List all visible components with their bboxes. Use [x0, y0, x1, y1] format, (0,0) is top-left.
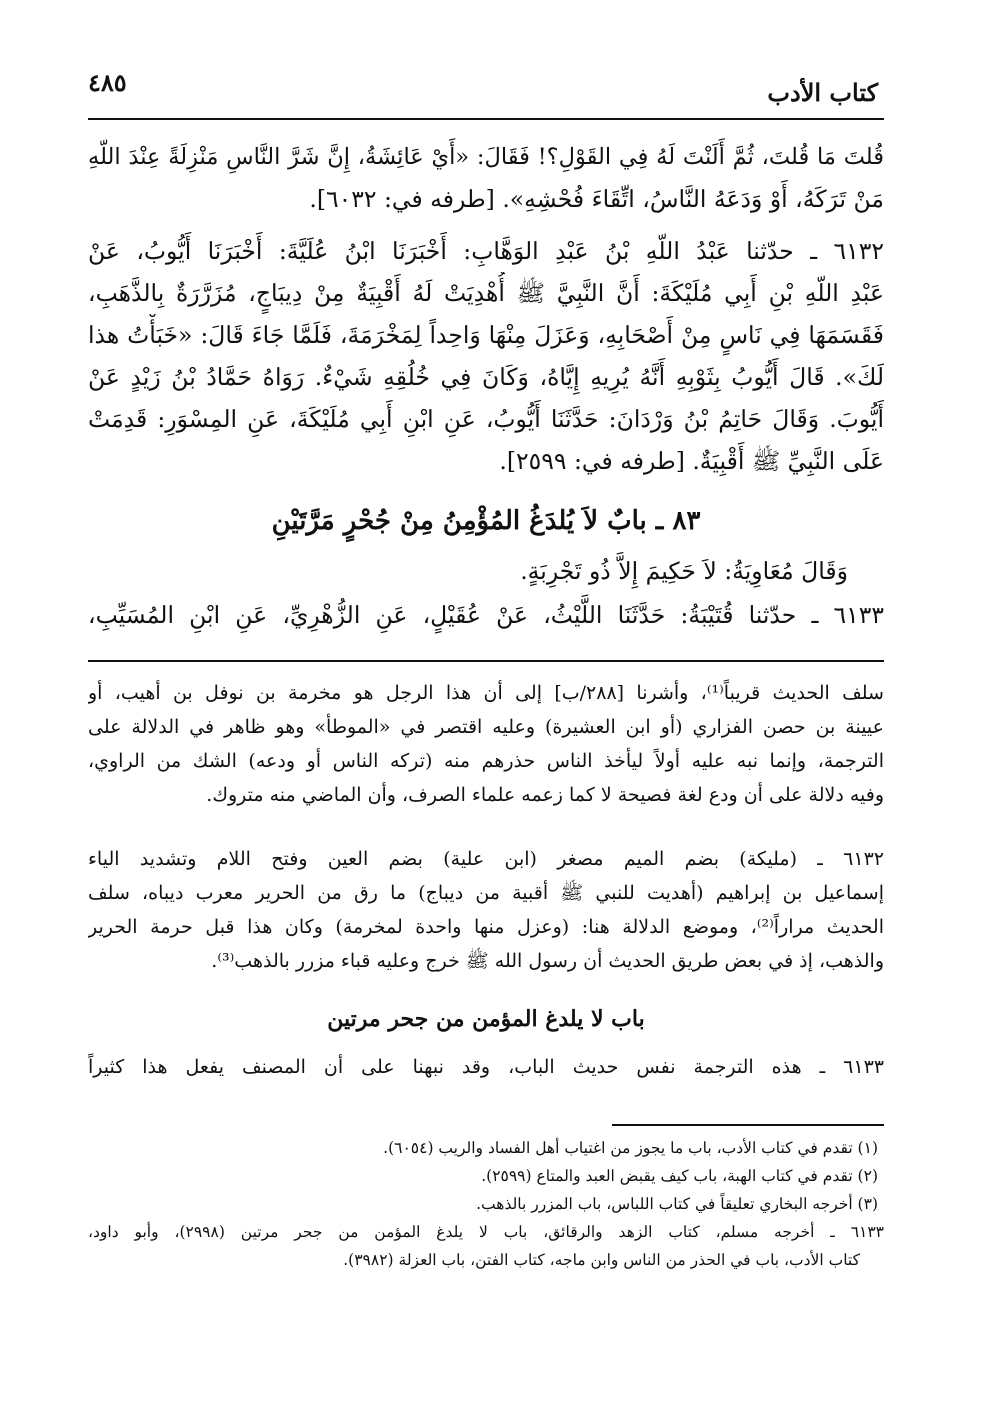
text-line: وفيه دلالة على أن ودع لغة فصيحة لا كما زعمه علماء الصرف، وأن الماضي منه متروك.: [206, 784, 884, 806]
text-line: والذهب، إذ في بعض طريق الحديث أن رسول الله ﷺ خرج وعليه قباء مزرر بالذهب⁽³⁾.: [211, 950, 884, 972]
header-rule: [88, 118, 884, 120]
footnote-divider: [612, 1124, 884, 1126]
text-line: مَنْ تَرَكَهُ، أَوْ وَدَعَهُ النَّاسُ، اتِّقَاءَ فُحْشِهِ». [طرفه في: ٦٠٣٢].: [309, 185, 884, 213]
page-number: ٤٨٥: [88, 68, 127, 97]
matn-paragraph-1: [88, 136, 884, 220]
text-line: ٦١٣٣ ـ هذه الترجمة نفس حديث الباب، وقد نبهنا على أن المصنف يفعل هذا كثيراً: [88, 1056, 884, 1078]
footnote: (٣) أخرجه البخاري تعليقاً في كتاب اللباس، باب المزرر بالذهب.: [476, 1195, 878, 1213]
text-line: ٦١٣٢ ـ حدّثنا عَبْدُ اللّهِ بْنُ عَبْدِ الوَهَّابِ: أَخْبَرَنَا ابْنُ عُلَيَّةَ: أَخْبَرَنَا أَيُّوبُ، عَنْ: [88, 237, 884, 265]
matn-hadith-6132: [88, 230, 884, 482]
sharh-paragraph-1: [88, 676, 884, 812]
text-line: ٦١٣٣ ـ حدّثنا قُتَيْبَةُ: حَدَّثَنَا اللَّيْثُ، عَنْ عُقَيْلٍ، عَنِ الزُّهْرِيِّ، عَنِ ابْنِ المُسَيِّبِ،: [88, 601, 884, 629]
sharh-paragraph-6133: [88, 1050, 884, 1084]
matn-muawiya-quote: [88, 550, 884, 592]
text-line: لَكَ». قَالَ أَيُّوبُ بِثَوْبِهِ أَنَّهُ يُرِيهِ إِيَّاهُ، وَكَانَ فِي خُلُقِهِ شَيْءٌ. رَوَاهُ حَمَّادُ بْنُ زَيْدٍ عَنْ: [88, 363, 884, 391]
sharh-chapter-title: باب لا يلدغ المؤمن من جحر مرتين: [327, 1006, 645, 1032]
text-line: عَلَى النَّبِيِّ ﷺ أَقْبِيَةٌ. [طرفه في: ٢٥٩٩].: [499, 447, 884, 475]
chapter-title: ٨٣ ـ بابٌ لاَ يُلدَغُ المُؤْمِنُ مِنْ جُحْرٍ مَرَّتَيْنِ: [271, 506, 701, 536]
text-line: عيينة بن حصن الفزاري (أو ابن العشيرة) وعليه اقتصر في «الموطأ» وهو ظاهر في الدلالة على: [88, 716, 884, 738]
text-line: الحديث مراراً⁽²⁾، وموضع الدلالة هنا: (وعزل منها واحدة لمخرمة) وكان هذا قبل حرمة الحرير: [88, 916, 884, 938]
text-line: وَقَالَ مُعَاوِيَةُ: لاَ حَكِيمَ إِلاَّ ذُو تَجْرِبَةٍ.: [520, 557, 848, 585]
matn-sharh-divider: [88, 660, 884, 662]
footnote: (١) تقدم في كتاب الأدب، باب ما يجوز من اغتياب أهل الفساد والريب (٦٠٥٤).: [383, 1139, 878, 1157]
text-line: أَيُّوبَ. وَقَالَ حَاتِمُ بْنُ وَرْدَانَ: حَدَّثَنَا أَيُّوبُ، عَنِ ابْنِ أَبِي مُلَيْكَةَ، عَنِ المِسْوَرِ: قَدِمَتْ: [88, 405, 884, 433]
text-line: إسماعيل بن إبراهيم (أهديت للنبي ﷺ أقبية من ديباج) ما رق من الحرير معرب ديباه، سلف: [88, 882, 884, 904]
text-line: عَبْدِ اللّهِ بْنِ أَبِي مُلَيْكَةَ: أَنَّ النَّبِيَّ ﷺ أُهْدِيَتْ لَهُ أَقْبِيَةٌ مِنْ دِيبَاجٍ، مُزَرَّرَةٌ بِالذَّهَبِ،: [88, 279, 884, 307]
footnotes: [88, 1134, 884, 1274]
text-line: قُلتَ مَا قُلتَ، ثُمَّ أَلَنْتَ لَهُ فِي القَوْلِ؟! فَقَالَ: «أَيْ عَائِشَةُ، إِنَّ شَرَّ النَّاسِ مَنْزِلَةً عِنْدَ اللّهِ: [88, 144, 884, 170]
text-line: ٦١٣٢ ـ (مليكة) بضم الميم مصغر (ابن علية) بضم العين وفتح اللام وتشديد الياء: [88, 848, 884, 870]
footnote: ٦١٣٣ ـ أخرجه مسلم، كتاب الزهد والرقائق، باب لا يلدغ المؤمن من جحر مرتين (٢٩٩٨)، وأبو داود،: [88, 1223, 884, 1241]
text-line: الترجمة، وإنما نبه عليه أولاً ليأخذ الناس حذرهم منه (تركه الناس أو ودعه) الشك من الراوي،: [88, 750, 884, 772]
footnote: (٢) تقدم في كتاب الهبة، باب كيف يقبض العبد والمتاع (٢٥٩٩).: [481, 1167, 878, 1185]
footnote: كتاب الأدب، باب في الحذر من الناس وابن ماجه، كتاب الفتن، باب العزلة (٣٩٨٢).: [343, 1251, 860, 1269]
text-line: سلف الحديث قريباً⁽¹⁾، وأشرنا [٢٨٨/ب] إلى أن هذا الرجل هو مخرمة بن نوفل بن أهيب، أو: [88, 682, 884, 704]
book-title: كتاب الأدب: [767, 78, 878, 107]
text-line: فَقَسَمَهَا فِي نَاسٍ مِنْ أَصْحَابِهِ، وَعَزَلَ مِنْهَا وَاحِداً لِمَخْرَمَةَ، فَلَمَّا جَاءَ قَالَ: «خَبَأْتُ هذا: [88, 321, 884, 349]
matn-hadith-6133: [88, 594, 884, 636]
sharh-paragraph-6132: [88, 842, 884, 978]
